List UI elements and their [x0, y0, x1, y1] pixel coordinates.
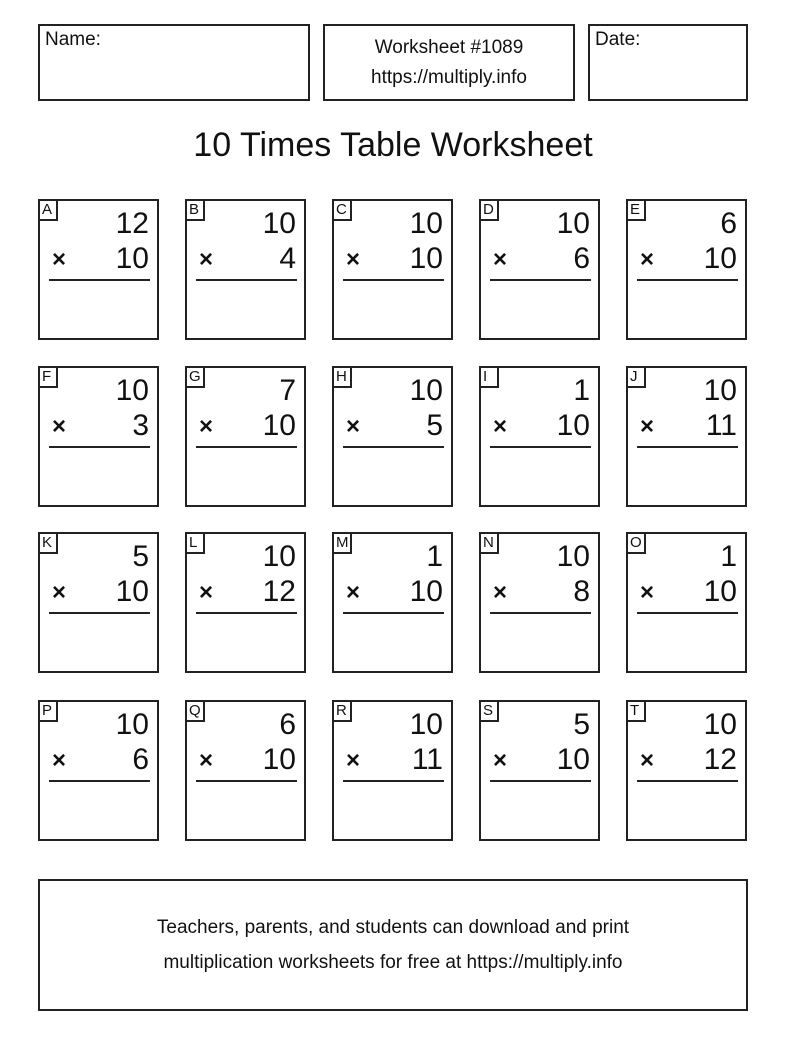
multiplier: 10	[262, 743, 296, 776]
answer-area[interactable]	[490, 620, 591, 666]
answer-divider	[637, 446, 738, 448]
problem-label: S	[479, 700, 499, 722]
multiplier: 12	[703, 743, 737, 776]
answer-divider	[49, 279, 150, 281]
multiplicand: 1	[573, 374, 590, 407]
answer-divider	[49, 446, 150, 448]
answer-area[interactable]	[196, 788, 297, 834]
problem-label: J	[626, 366, 646, 388]
multiplier: 10	[703, 575, 737, 608]
problem-card	[38, 532, 159, 673]
problem-label: H	[332, 366, 352, 388]
answer-area[interactable]	[490, 454, 591, 500]
multiply-sign-icon: ×	[199, 747, 214, 774]
problem-card	[38, 199, 159, 340]
problem-label: G	[185, 366, 205, 388]
problem-card	[479, 532, 600, 673]
problem-label: T	[626, 700, 646, 722]
answer-area[interactable]	[49, 454, 150, 500]
date-field-box[interactable]	[588, 24, 748, 101]
multiply-sign-icon: ×	[346, 246, 361, 273]
problem-label: I	[479, 366, 499, 388]
problem-card	[332, 366, 453, 507]
problem-label: K	[38, 532, 58, 554]
multiplier: 6	[573, 242, 590, 275]
multiplicand: 12	[115, 207, 149, 240]
multiplier: 4	[279, 242, 296, 275]
multiplier: 10	[115, 575, 149, 608]
multiply-sign-icon: ×	[493, 246, 508, 273]
answer-area[interactable]	[637, 788, 738, 834]
multiplier: 3	[132, 409, 149, 442]
problem-label: B	[185, 199, 205, 221]
answer-divider	[343, 780, 444, 782]
answer-area[interactable]	[343, 788, 444, 834]
multiply-sign-icon: ×	[52, 579, 67, 606]
multiplier: 10	[556, 743, 590, 776]
multiplicand: 7	[279, 374, 296, 407]
page-title: 10 Times Table Worksheet	[193, 126, 593, 164]
answer-area[interactable]	[490, 788, 591, 834]
multiplicand: 10	[703, 374, 737, 407]
answer-divider	[490, 780, 591, 782]
multiplicand: 10	[262, 207, 296, 240]
answer-area[interactable]	[343, 620, 444, 666]
multiply-sign-icon: ×	[199, 246, 214, 273]
answer-divider	[196, 780, 297, 782]
footer-line-2: multiplication worksheets for free at https://multiply.info	[163, 952, 623, 973]
multiplicand: 6	[279, 708, 296, 741]
problem-card	[626, 532, 747, 673]
multiply-sign-icon: ×	[346, 413, 361, 440]
problem-card	[332, 199, 453, 340]
multiplier: 10	[409, 575, 443, 608]
name-label: Name:	[45, 29, 101, 50]
answer-area[interactable]	[49, 620, 150, 666]
answer-divider	[637, 279, 738, 281]
multiplicand: 1	[426, 540, 443, 573]
multiplier: 10	[115, 242, 149, 275]
problem-label: P	[38, 700, 58, 722]
multiplier: 11	[705, 409, 737, 442]
answer-divider	[343, 446, 444, 448]
multiply-sign-icon: ×	[640, 413, 655, 440]
multiply-sign-icon: ×	[199, 413, 214, 440]
multiplicand: 10	[115, 374, 149, 407]
answer-divider	[637, 780, 738, 782]
answer-area[interactable]	[49, 788, 150, 834]
answer-area[interactable]	[196, 620, 297, 666]
multiplier: 12	[262, 575, 296, 608]
multiplicand: 10	[262, 540, 296, 573]
problem-label: O	[626, 532, 646, 554]
multiplicand: 6	[720, 207, 737, 240]
multiply-sign-icon: ×	[493, 579, 508, 606]
problem-card	[38, 700, 159, 841]
problem-card	[626, 700, 747, 841]
answer-area[interactable]	[196, 454, 297, 500]
problem-label: L	[185, 532, 205, 554]
answer-divider	[343, 612, 444, 614]
problem-card	[479, 199, 600, 340]
multiply-sign-icon: ×	[199, 579, 214, 606]
problem-card	[185, 700, 306, 841]
multiply-sign-icon: ×	[640, 246, 655, 273]
multiplier: 10	[556, 409, 590, 442]
multiplier: 10	[703, 242, 737, 275]
multiplicand: 10	[409, 207, 443, 240]
answer-divider	[49, 612, 150, 614]
answer-area[interactable]	[637, 287, 738, 333]
multiply-sign-icon: ×	[640, 579, 655, 606]
multiply-sign-icon: ×	[52, 747, 67, 774]
answer-divider	[49, 780, 150, 782]
multiplicand: 10	[556, 540, 590, 573]
multiplicand: 1	[720, 540, 737, 573]
answer-divider	[637, 612, 738, 614]
problem-card	[332, 532, 453, 673]
multiply-sign-icon: ×	[346, 579, 361, 606]
worksheet-number: Worksheet #1089	[374, 36, 524, 58]
multiplier: 8	[573, 575, 590, 608]
multiply-sign-icon: ×	[52, 413, 67, 440]
problem-label: M	[332, 532, 352, 554]
problem-label: R	[332, 700, 352, 722]
problem-card	[185, 199, 306, 340]
worksheet-info-box	[323, 24, 575, 101]
multiplicand: 10	[703, 708, 737, 741]
answer-divider	[490, 612, 591, 614]
name-field-box[interactable]	[38, 24, 310, 101]
answer-divider	[196, 446, 297, 448]
multiplicand: 10	[115, 708, 149, 741]
footer-box	[38, 879, 748, 1011]
multiplicand: 10	[409, 708, 443, 741]
multiplicand: 5	[573, 708, 590, 741]
problem-card	[626, 366, 747, 507]
problem-label: D	[479, 199, 499, 221]
answer-area[interactable]	[490, 287, 591, 333]
multiplicand: 5	[132, 540, 149, 573]
multiplier: 10	[409, 242, 443, 275]
problem-label: N	[479, 532, 499, 554]
multiply-sign-icon: ×	[52, 246, 67, 273]
problem-label: C	[332, 199, 352, 221]
problem-label: E	[626, 199, 646, 221]
answer-area[interactable]	[49, 287, 150, 333]
answer-divider	[490, 446, 591, 448]
multiply-sign-icon: ×	[640, 747, 655, 774]
date-label: Date:	[595, 29, 641, 50]
multiplier: 10	[262, 409, 296, 442]
multiply-sign-icon: ×	[346, 747, 361, 774]
problem-card	[479, 700, 600, 841]
answer-area[interactable]	[637, 454, 738, 500]
problem-label: F	[38, 366, 58, 388]
answer-divider	[196, 279, 297, 281]
multiply-sign-icon: ×	[493, 413, 508, 440]
multiplicand: 10	[409, 374, 443, 407]
problem-card	[38, 366, 159, 507]
problem-card	[185, 532, 306, 673]
worksheet-url: https://multiply.info	[371, 66, 527, 88]
multiply-sign-icon: ×	[493, 747, 508, 774]
answer-area[interactable]	[343, 454, 444, 500]
answer-divider	[343, 279, 444, 281]
answer-area[interactable]	[196, 287, 297, 333]
answer-area[interactable]	[637, 620, 738, 666]
multiplier: 5	[426, 409, 443, 442]
answer-divider	[196, 612, 297, 614]
problem-label: Q	[185, 700, 205, 722]
multiplier: 11	[411, 743, 443, 776]
multiplier: 6	[132, 743, 149, 776]
problem-card	[479, 366, 600, 507]
multiplicand: 10	[556, 207, 590, 240]
answer-divider	[490, 279, 591, 281]
problem-card	[185, 366, 306, 507]
problem-card	[626, 199, 747, 340]
problem-card	[332, 700, 453, 841]
footer-line-1: Teachers, parents, and students can download and print	[156, 917, 630, 938]
answer-area[interactable]	[343, 287, 444, 333]
problem-label: A	[38, 199, 58, 221]
